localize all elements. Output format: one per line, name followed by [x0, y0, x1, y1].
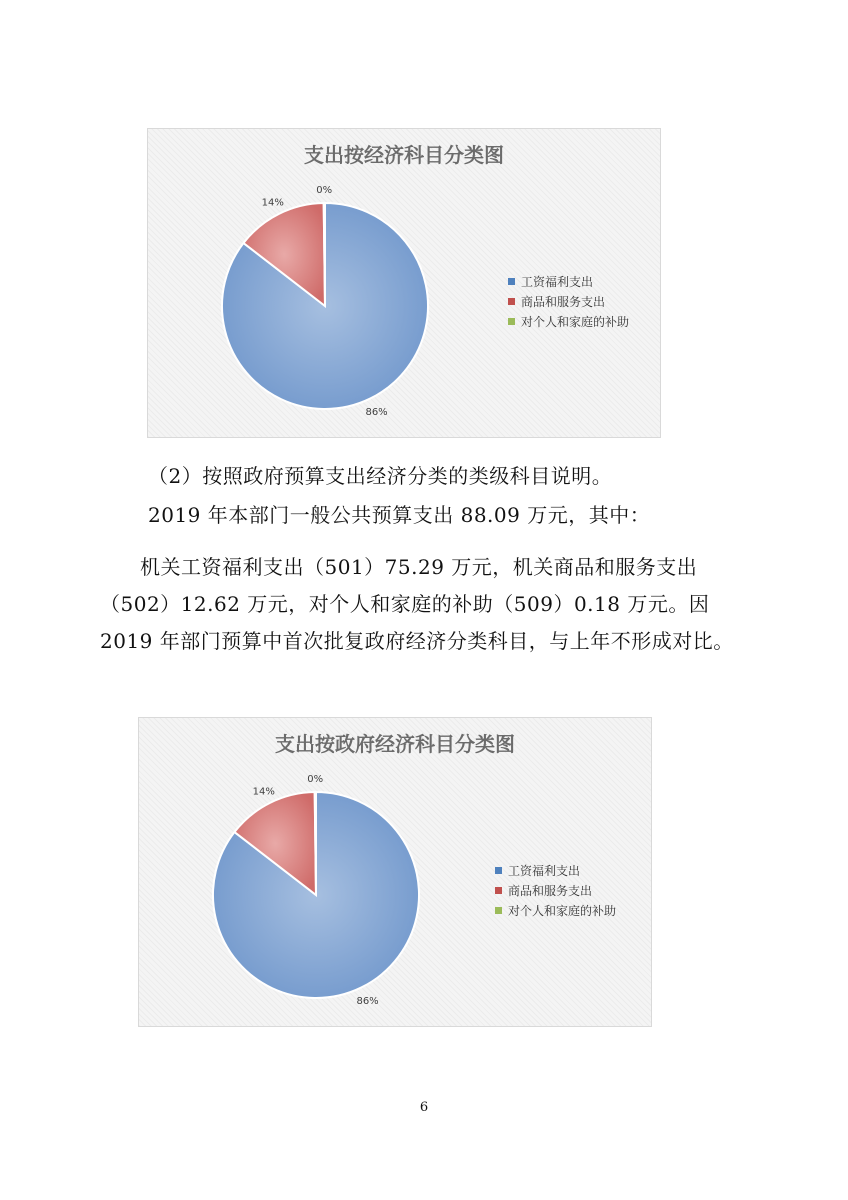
legend-item-household-subsidy	[495, 900, 616, 920]
data-label-wages: 86%	[365, 407, 388, 419]
data-label-goods-services: 14%	[252, 786, 275, 798]
chart-economic-category	[147, 128, 661, 438]
legend-swatch-icon	[508, 298, 515, 305]
legend-label: 商品和服务支出	[508, 883, 593, 898]
legend-swatch-icon	[495, 887, 502, 894]
legend-label: 工资福利支出	[508, 863, 581, 878]
legend-label: 对个人和家庭的补助	[508, 903, 617, 918]
chart-title: 支出按政府经济科目分类图	[275, 732, 515, 756]
page-number: 6	[419, 1100, 429, 1115]
legend-item-goods-services	[508, 291, 629, 311]
data-label-household-subsidy: 0%	[316, 185, 333, 197]
chart-legend	[495, 860, 616, 920]
legend-item-household-subsidy	[508, 311, 629, 331]
paragraph-breakdown: 机关工资福利支出（501）75.29 万元，机关商品和服务支出（502）12.62 万元，对个人和家庭的补助（509）0.18 万元。因 2019 年部门预算中首次批复政府经济分类科目，与上年不形成对比。	[100, 555, 734, 653]
legend-swatch-icon	[508, 318, 515, 325]
legend-item-wages	[508, 271, 629, 291]
legend-label: 工资福利支出	[521, 274, 594, 289]
legend-swatch-icon	[495, 867, 502, 874]
pie-slice-household-subsidy	[324, 203, 325, 306]
legend-swatch-icon	[508, 278, 515, 285]
legend-item-goods-services	[495, 880, 616, 900]
chart-title: 支出按经济科目分类图	[304, 143, 504, 167]
data-label-wages: 86%	[356, 996, 379, 1008]
legend-label: 对个人和家庭的补助	[521, 314, 630, 329]
data-label-household-subsidy: 0%	[307, 774, 324, 786]
legend-item-wages	[495, 860, 616, 880]
chart-government-economic-category	[138, 717, 652, 1027]
legend-swatch-icon	[495, 907, 502, 914]
pie-slice-household-subsidy	[315, 792, 316, 895]
chart-legend	[508, 271, 629, 331]
data-label-goods-services: 14%	[261, 197, 284, 209]
legend-label: 商品和服务支出	[521, 294, 606, 309]
paragraph-total-expenditure: 2019 年本部门一般公共预算支出 88.09 万元，其中：	[148, 503, 651, 527]
paragraph-section-heading: （2）按照政府预算支出经济分类的类级科目说明。	[148, 464, 613, 488]
